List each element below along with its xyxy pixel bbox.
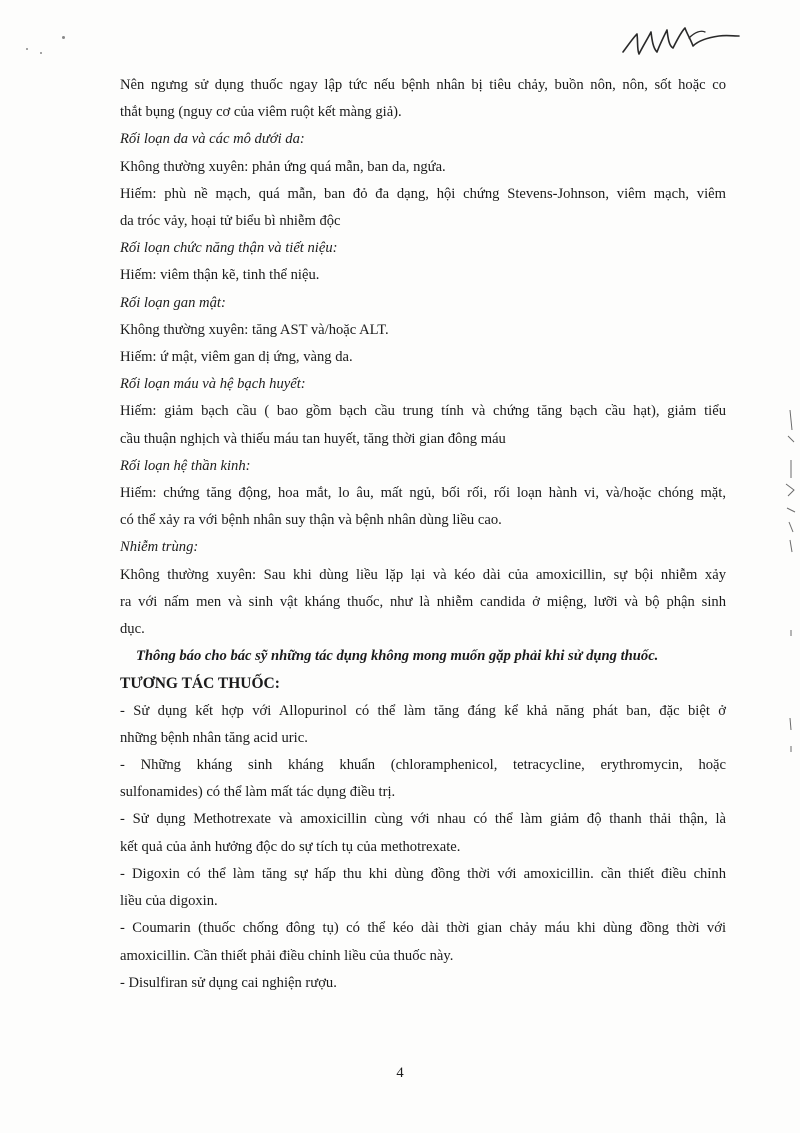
text-line: dục. (120, 621, 145, 638)
scan-dot (40, 52, 42, 54)
text-line: Nên ngưng sử dụng thuốc ngay lập tức nếu bệnh nhân bị tiêu chảy, buồn nôn, nôn, sốt hoặc co (120, 77, 726, 93)
text-line: - Sử dụng kết hợp với Allopurinol có thể làm tăng đáng kể khả năng phát ban, đặc biệt ở (120, 702, 726, 719)
text-line: - Sử dụng Methotrexate và amoxicillin cùng với nhau có thể làm giảm độ thanh thải thận, là (120, 811, 726, 828)
text-line: - Digoxin có thể làm tăng sự hấp thu khi dùng đồng thời với amoxicillin. cần thiết điều chỉnh (120, 865, 726, 882)
text-line: Nhiễm trùng: (120, 539, 199, 556)
text-line: thắt bụng (nguy cơ của viêm ruột kết màng giả). (120, 104, 402, 121)
text-line: Hiếm: phù nề mạch, quá mẫn, ban đỏ đa dạng, hội chứng Stevens-Johnson, viêm mạch, viêm (120, 185, 726, 202)
text-line: Rối loạn máu và hệ bạch huyết: (120, 376, 306, 393)
text-line: sulfonamides) có thể làm mất tác dụng điều trị. (120, 784, 396, 801)
text-line: Hiếm: viêm thận kẽ, tinh thể niệu. (120, 267, 320, 284)
scan-dot (62, 36, 65, 39)
text-line: kết quả của ảnh hưởng độc do sự tích tụ của methotrexate. (120, 838, 461, 855)
text-line: Không thường xuyên: phản ứng quá mẫn, ban da, ngứa. (120, 158, 446, 175)
text-line: Thông báo cho bác sỹ những tác dụng không mong muốn gặp phải khi sử dụng thuốc. (136, 648, 659, 665)
text-line: - Những kháng sinh kháng khuẩn (chloramphenicol, tetracycline, erythromycin, hoặc (120, 757, 726, 774)
handwritten-signature-icon (615, 18, 745, 68)
text-line: Hiếm: giảm bạch cầu ( bao gồm bạch cầu trung tính và chứng tăng bạch cầu hạt), giảm tiểu (120, 403, 726, 420)
text-line: Không thường xuyên: Sau khi dùng liều lặp lại và kéo dài của amoxicillin, sự bội nhiễm xảy (120, 566, 726, 583)
text-line: da tróc vảy, hoại tử biểu bì nhiễm độc (120, 213, 341, 230)
scan-artifact-marks (772, 400, 800, 780)
text-line: TƯƠNG TÁC THUỐC: (120, 675, 280, 693)
text-line: - Coumarin (thuốc chống đông tụ) có thể kéo dài thời gian chảy máu khi dùng đồng thời với (120, 920, 726, 937)
text-line: Rối loạn da và các mô dưới da: (120, 131, 305, 148)
text-line: Không thường xuyên: tăng AST và/hoặc ALT. (120, 321, 389, 338)
text-line: cầu thuận nghịch và thiếu máu tan huyết, tăng thời gian đông máu (120, 430, 506, 447)
text-line: Rối loạn hệ thần kinh: (120, 457, 251, 474)
text-line: những bệnh nhân tăng acid uric. (120, 729, 308, 746)
scan-dot (26, 48, 28, 50)
text-line: Hiếm: ứ mật, viêm gan dị ứng, vàng da. (120, 349, 353, 366)
text-line: ra với nấm men và sinh vật kháng thuốc, như là nhiễm candida ở miệng, lưỡi và bộ phận sinh (120, 593, 726, 610)
text-line: Rối loạn chức năng thận và tiết niệu: (120, 240, 338, 257)
page-number: 4 (396, 1065, 404, 1081)
document-body (120, 72, 726, 997)
text-line: có thể xảy ra với bệnh nhân suy thận và bệnh nhân dùng liều cao. (120, 512, 502, 529)
text-line: amoxicillin. Cần thiết phải điều chỉnh liều của thuốc này. (120, 947, 454, 964)
text-line: - Disulfiran sử dụng cai nghiện rượu. (120, 974, 337, 991)
text-line: liều của digoxin. (120, 893, 218, 910)
text-line: Hiếm: chứng tăng động, hoa mắt, lo âu, mất ngủ, bối rối, rối loạn hành vi, và/hoặc chóng mặt, (120, 485, 726, 502)
text-line: Rối loạn gan mật: (120, 294, 226, 311)
